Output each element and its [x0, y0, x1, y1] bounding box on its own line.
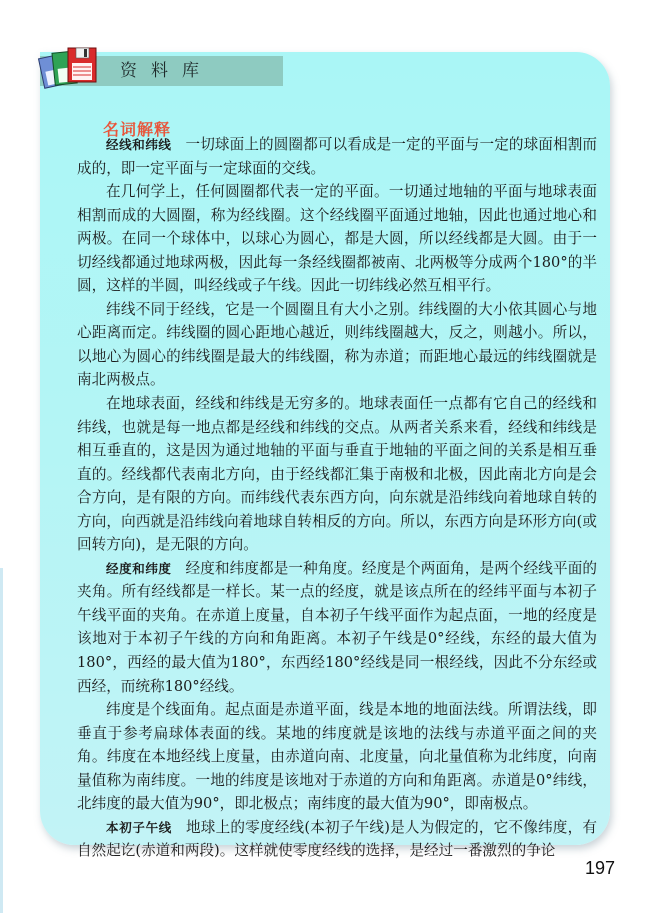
- paragraph: [77, 816, 597, 863]
- article-body: [77, 133, 597, 863]
- section-title: 资料库: [120, 61, 213, 81]
- paragraph: [77, 698, 597, 816]
- term-label: 本初子午线: [106, 819, 172, 835]
- paragraph: [77, 298, 597, 392]
- glossary-heading: 名词解释: [103, 120, 172, 139]
- paragraph-text: 经度和纬度都是一种角度。经度是个两面角，是两个经线平面的夹角。所有经线都是一样长。某一点的经度，就是该点所在的经纬平面与本初子午线平面的夹角。在赤道上度量，自本初子午线平面作为起点面，一地的经度是该地对于本初子午线的方向和角距离。本初子午线是0°经线，东经的最大值为180°，西经的最大值为180°，东西经180°经线是同一根经线，因此不分东经或西经，而统称180°经线。: [77, 559, 597, 695]
- paragraph-text: 在几何学上，任何圆圈都代表一定的平面。一切通过地轴的平面与地球表面相割而成的大圆圈，称为经线圈。这个经线圈平面通过地轴，因此也通过地心和两极。在同一个球体中，以球心为圆心，都是大圆，所以经线都是大圆。由于一切经线都通过地球两极，因此每一条经线圈都被南、北两极等分成两个180°的半圆，这样的半圆，叫经线或子午线。因此一切纬线必然互相平行。: [77, 183, 597, 295]
- paragraph-text: 纬度是个线面角。起点面是赤道平面，线是本地的地面法线。所谓法线，即垂直于参考扁球体表面的线。某地的纬度就是该地的法线与赤道平面之间的夹角。纬度在本地经线上度量，由赤道向南、北度量，向北量值称为北纬度，向南量值称为南纬度。一地的纬度是该地对于赤道的方向和角距离。赤道是0°纬线，北纬度的最大值为90°，即北极点；南纬度的最大值为90°，即南极点。: [77, 701, 597, 813]
- term-label: 经线和纬线: [106, 137, 172, 152]
- term-label: 经度和纬度: [106, 560, 172, 576]
- floppy-disks-icon: [36, 44, 104, 94]
- paragraph: [77, 557, 597, 698]
- page-edge-strip: [0, 568, 3, 913]
- page-number: 197: [585, 858, 616, 878]
- paragraph: [77, 180, 597, 298]
- paragraph-text: 地球上的零度经线(本初子午线)是人为假定的，它不像纬度，有自然起讫(赤道和两段)。这样就使零度经线的选择，是经过一番激烈的争论: [77, 818, 597, 860]
- paragraph: [77, 392, 597, 557]
- paragraph-text: 在地球表面，经线和纬线是无穷多的。地球表面任一点都有它自己的经线和纬线，也就是每一地点都是经线和纬线的交点。从两者关系来看，经线和纬线是相互垂直的，这是因为通过地轴的平面与垂直于地轴的平面之间的关系是相互垂直的。经线都代表南北方向，由于经线都汇集于南极和北极，因此南北方向是会合方向，是有限的方向。而纬线代表东西方向，向东就是沿纬线向着地球自转的方向，向西就是沿纬线向着地球自转相反的方向。所以，东西方向是环形方向(或回转方向)，是无限的方向。: [77, 395, 597, 554]
- paragraph: [77, 133, 597, 180]
- paragraph-text: 纬线不同于经线，它是一个圆圈且有大小之别。纬线圈的大小依其圆心与地心距离而定。纬线圈的圆心距地心越近，则纬线圈越大，反之，则越小。所以，以地心为圆心的纬线圈是最大的纬线圈，称为赤道；而距地心最远的纬线圈就是南北两极点。: [77, 300, 597, 389]
- paragraph-text: 一切球面上的圆圈都可以看成是一定的平面与一定的球面相割而成的，即一定平面与一定球面的交线。: [77, 136, 597, 177]
